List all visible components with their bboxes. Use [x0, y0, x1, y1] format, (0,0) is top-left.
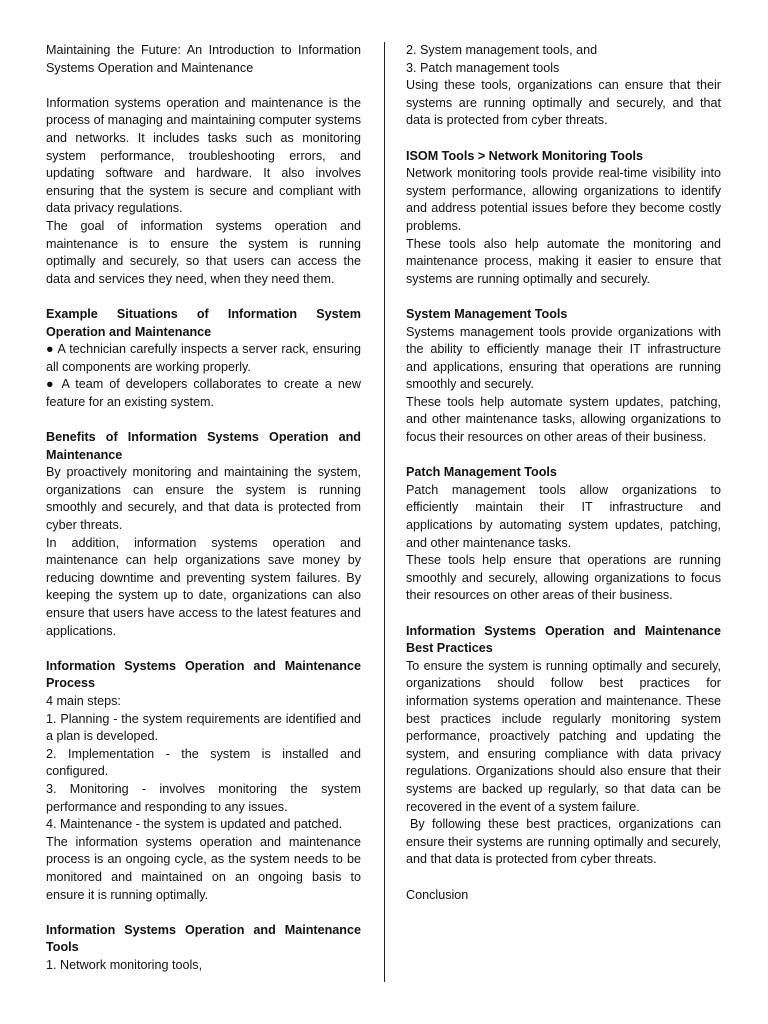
intro-paragraph-2: The goal of information systems operation and maintenance is to ensure the system is running optimally and securely, so that users can access the data and services they need, when they need them.	[46, 218, 361, 286]
tools-item: 3. Patch management tools	[406, 60, 560, 75]
right-column	[406, 42, 721, 904]
system-tools-heading: System Management Tools	[406, 306, 568, 321]
system-paragraph-2: These tools help automate system updates, patching, and other maintenance tasks, allowing organizations to focus their resources on other areas of their business.	[406, 394, 721, 445]
process-intro: 4 main steps:	[46, 693, 121, 708]
process-step: 4. Maintenance - the system is updated and patched.	[46, 817, 343, 832]
example-item: ● A technician carefully inspects a server rack, ensuring all components are working properly.	[46, 342, 361, 374]
process-step: 3. Monitoring - involves monitoring the system performance and responding to any issues.	[46, 781, 361, 814]
intro-paragraph-1: Information systems operation and maintenance is the process of managing and maintaining computer systems and networks. It includes tasks such as monitoring system performance, troubleshooting errors, and updating software and hardware. It also involves ensuring that the system is secure and compliant with data privacy regulations.	[46, 95, 362, 216]
network-paragraph-2: These tools also help automate the monitoring and maintenance process, making it easier to ensure that systems are running optimally and securely.	[406, 236, 721, 286]
tools-item: 1. Network monitoring tools,	[46, 957, 203, 972]
tools-summary: Using these tools, organizations can ensure that their systems are running optimally and securely, and that data is protected from cyber threats.	[406, 78, 721, 128]
benefits-heading: Benefits of Information Systems Operation and Maintenance	[46, 430, 361, 462]
system-paragraph-1: Systems management tools provide organizations with the ability to efficiently manage their IT infrastructure and applications, ensuring that operations are running smoothly and securely.	[406, 324, 721, 392]
tools-item: 2. System management tools, and	[406, 43, 598, 57]
best-practices-heading: Information Systems Operation and Maintenance Best Practices	[406, 623, 721, 656]
best-practices-paragraph-2: By following these best practices, organizations can ensure their systems are running optimally and securely, and that data is protected from cyber threats.	[406, 817, 721, 867]
tools-heading: Information Systems Operation and Maintenance Tools	[46, 922, 361, 955]
document-title: Maintaining the Future: An Introduction to Information Systems Operation and Maintenance	[46, 43, 361, 75]
left-column	[46, 42, 361, 974]
best-practices-paragraph-1: To ensure the system is running optimally and securely, organizations should follow best practices for information systems operation and maintenance. These best practices include regularly monitoring system performance, proactively patching and updating the system, and ensuring compliance with data privacy regulations. Organizations should also ensure that their systems are backed up regularly, so that data can be recovered in the event of a system failure.	[406, 658, 721, 814]
example-item: ● A team of developers collaborates to create a new feature for an existing system.	[46, 377, 361, 409]
process-step: 2. Implementation - the system is installed and configured.	[46, 746, 361, 779]
patch-paragraph-1: Patch management tools allow organizations to efficiently maintain their IT infrastructure and applications by automating system updates, patching, and other maintenance tasks.	[406, 482, 721, 550]
patch-tools-heading: Patch Management Tools	[406, 465, 557, 480]
process-step: 1. Planning - the system requirements are identified and a plan is developed.	[46, 711, 361, 744]
patch-paragraph-2: These tools help ensure that operations are running smoothly and securely, allowing organizations to focus their resources on other areas of their business.	[406, 553, 721, 603]
examples-heading: Example Situations of Information System Operation and Maintenance	[46, 306, 361, 339]
network-tools-heading: ISOM Tools > Network Monitoring Tools	[406, 148, 644, 163]
network-paragraph-1: Network monitoring tools provide real-time visibility into system performance, allowing organizations to identify and address potential issues before they become costly problems.	[406, 166, 721, 233]
conclusion-label: Conclusion	[406, 887, 469, 902]
benefits-paragraph-1: By proactively monitoring and maintaining the system, organizations can ensure the system is running smoothly and securely, and that data is protected from cyber threats.	[46, 465, 361, 533]
process-heading: Information Systems Operation and Maintenance Process	[46, 658, 361, 691]
column-divider	[384, 42, 385, 982]
process-summary: The information systems operation and maintenance process is an ongoing cycle, as the system needs to be monitored and maintained on an ongoing basis to ensure it is running optimally.	[46, 834, 361, 902]
benefits-paragraph-2: In addition, information systems operation and maintenance can help organizations save money by reducing downtime and preventing system failures. By keeping the system up to date, organizations can also ensure that users have access to the latest features and applications.	[46, 535, 361, 638]
